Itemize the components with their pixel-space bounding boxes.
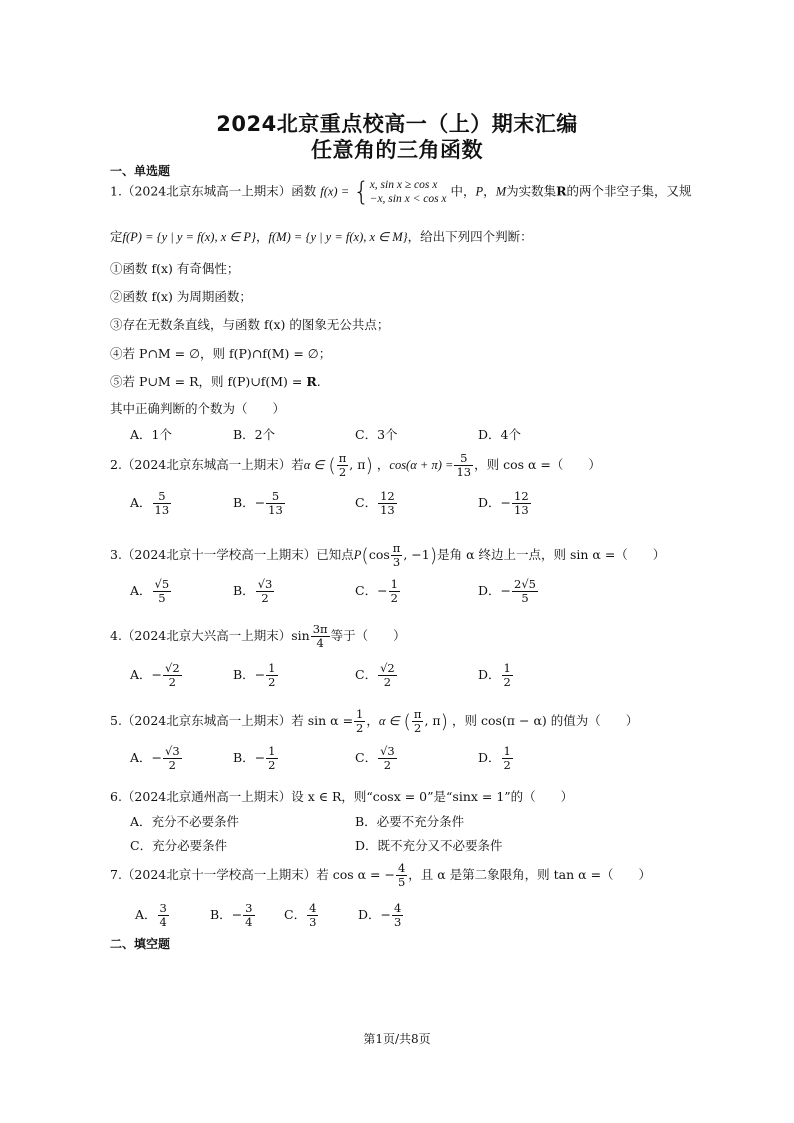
q1-question: 其中正确判断的个数为（ ） bbox=[110, 401, 286, 416]
q7-option-a: A． $\frac{3}{4}$ bbox=[135, 901, 167, 930]
q1-statement-3: ③存在无数条直线，与函数 f(x) 的图象无公共点； bbox=[110, 317, 390, 332]
q7-option-d: D．− $\frac{4}{3}$ bbox=[358, 901, 402, 930]
q5-option-d: D． $\frac{1}{2}$ bbox=[478, 744, 511, 773]
q5-stem: 5.（2024北京东城高一上期末）若 sin α = $\frac{1}{2}$ ，α ∈ ( $\frac{\pi}{2}$ , π) ，则 cos(π − α) 的值为（ ） bbox=[110, 707, 639, 736]
q5-option-c: C． $\frac{√3}{2}$ bbox=[355, 744, 395, 773]
q2-option-d: D．− $\frac{12}{13}$ bbox=[478, 489, 529, 518]
q5-option-b: B．− $\frac{1}{2}$ bbox=[233, 744, 276, 773]
q1-option-a: A．1个 bbox=[130, 427, 172, 442]
q4-option-a: A．− $\frac{√2}{2}$ bbox=[130, 661, 180, 690]
q1-statement-1: ①函数 f(x) 有奇偶性； bbox=[110, 261, 240, 276]
q3-option-d: D．− $\frac{2√5}{5}$ bbox=[478, 577, 536, 606]
q1-line2: 定f(P) = {y | y = f(x), x ∈ P}，f(M) = {y | y = f(x), x ∈ M}，给出下列四个判断： bbox=[110, 229, 533, 244]
q4-option-d: D． $\frac{1}{2}$ bbox=[478, 661, 511, 690]
document-title: 2024北京重点校高一（上）期末汇编 bbox=[216, 112, 578, 136]
document-subtitle: 任意角的三角函数 bbox=[311, 138, 483, 162]
q2-option-b: B．− $\frac{5}{13}$ bbox=[233, 489, 283, 518]
q1-statement-4: ④若 P∩M = ∅，则 f(P)∩f(M) = ∅； bbox=[110, 346, 332, 361]
q3-option-a: A． $\frac{√5}{5}$ bbox=[130, 577, 170, 606]
q3-option-c: C．− $\frac{1}{2}$ bbox=[355, 577, 398, 606]
q4-stem: 4.（2024北京大兴高一上期末）sin $\frac{3\pi}{4}$ 等于（ ） bbox=[110, 622, 406, 651]
q7-option-c: C． $\frac{4}{3}$ bbox=[284, 901, 317, 930]
q6-stem: 6.（2024北京通州高一上期末）设 x ∈ R，则“cosx = 0”是“sinx = 1”的（ ） bbox=[110, 789, 574, 804]
q7-stem: 7.（2024北京十一学校高一上期末）若 cos α = − $\frac{4}{5}$ ，且 α 是第二象限角，则 tan α =（ ） bbox=[110, 861, 652, 890]
q6-option-c: C．充分必要条件 bbox=[130, 838, 228, 853]
q1-option-c: C．3个 bbox=[355, 427, 398, 442]
q1-statement-5: ⑤若 P∪M = R，则 f(P)∪f(M) = R. bbox=[110, 374, 321, 389]
q6-option-b: B．必要不充分条件 bbox=[355, 814, 465, 829]
q6-option-d: D．既不充分又不必要条件 bbox=[355, 838, 503, 853]
q1-statement-2: ②函数 f(x) 为周期函数； bbox=[110, 289, 252, 304]
piecewise-definition: x, sin x ≥ cos x −x, sin x < cos x bbox=[369, 178, 447, 205]
page-footer: 第1页/共8页 bbox=[363, 1032, 431, 1046]
section-single-choice: 一、单选题 bbox=[110, 164, 171, 178]
q1-line1: 1.（2024北京东城高一上期末）函数 f(x) = { x, sin x ≥ cos x −x, sin x < cos x 中，P，M为实数集R的两个非空子集，又规 bbox=[110, 177, 692, 207]
q2-option-a: A． $\frac{5}{13}$ bbox=[130, 489, 170, 518]
q7-option-b: B．− $\frac{3}{4}$ bbox=[210, 901, 253, 930]
q1-option-d: D．4个 bbox=[478, 427, 521, 442]
section-fill-blank: 二、填空题 bbox=[110, 937, 171, 951]
q4-option-b: B．− $\frac{1}{2}$ bbox=[233, 661, 276, 690]
q1-option-b: B．2个 bbox=[233, 427, 276, 442]
q2-option-c: C． $\frac{12}{13}$ bbox=[355, 489, 395, 518]
q3-option-b: B． $\frac{√3}{2}$ bbox=[233, 577, 273, 606]
q5-option-a: A．− $\frac{√3}{2}$ bbox=[130, 744, 180, 773]
q6-option-a: A．充分不必要条件 bbox=[130, 814, 240, 829]
q4-option-c: C． $\frac{√2}{2}$ bbox=[355, 661, 395, 690]
q3-stem: 3.（2024北京十一学校高一上期末）已知点P(cos $\frac{\pi}{3}$ , −1)是角 α 终边上一点，则 sin α =（ ） bbox=[110, 541, 666, 570]
q2-stem: 2.（2024北京东城高一上期末）若α ∈ ( $\frac{\pi}{2}$ , π) ，cos(α + π) = $\frac{5}{13}$ ，则 cos α =（ ） bbox=[110, 451, 601, 480]
